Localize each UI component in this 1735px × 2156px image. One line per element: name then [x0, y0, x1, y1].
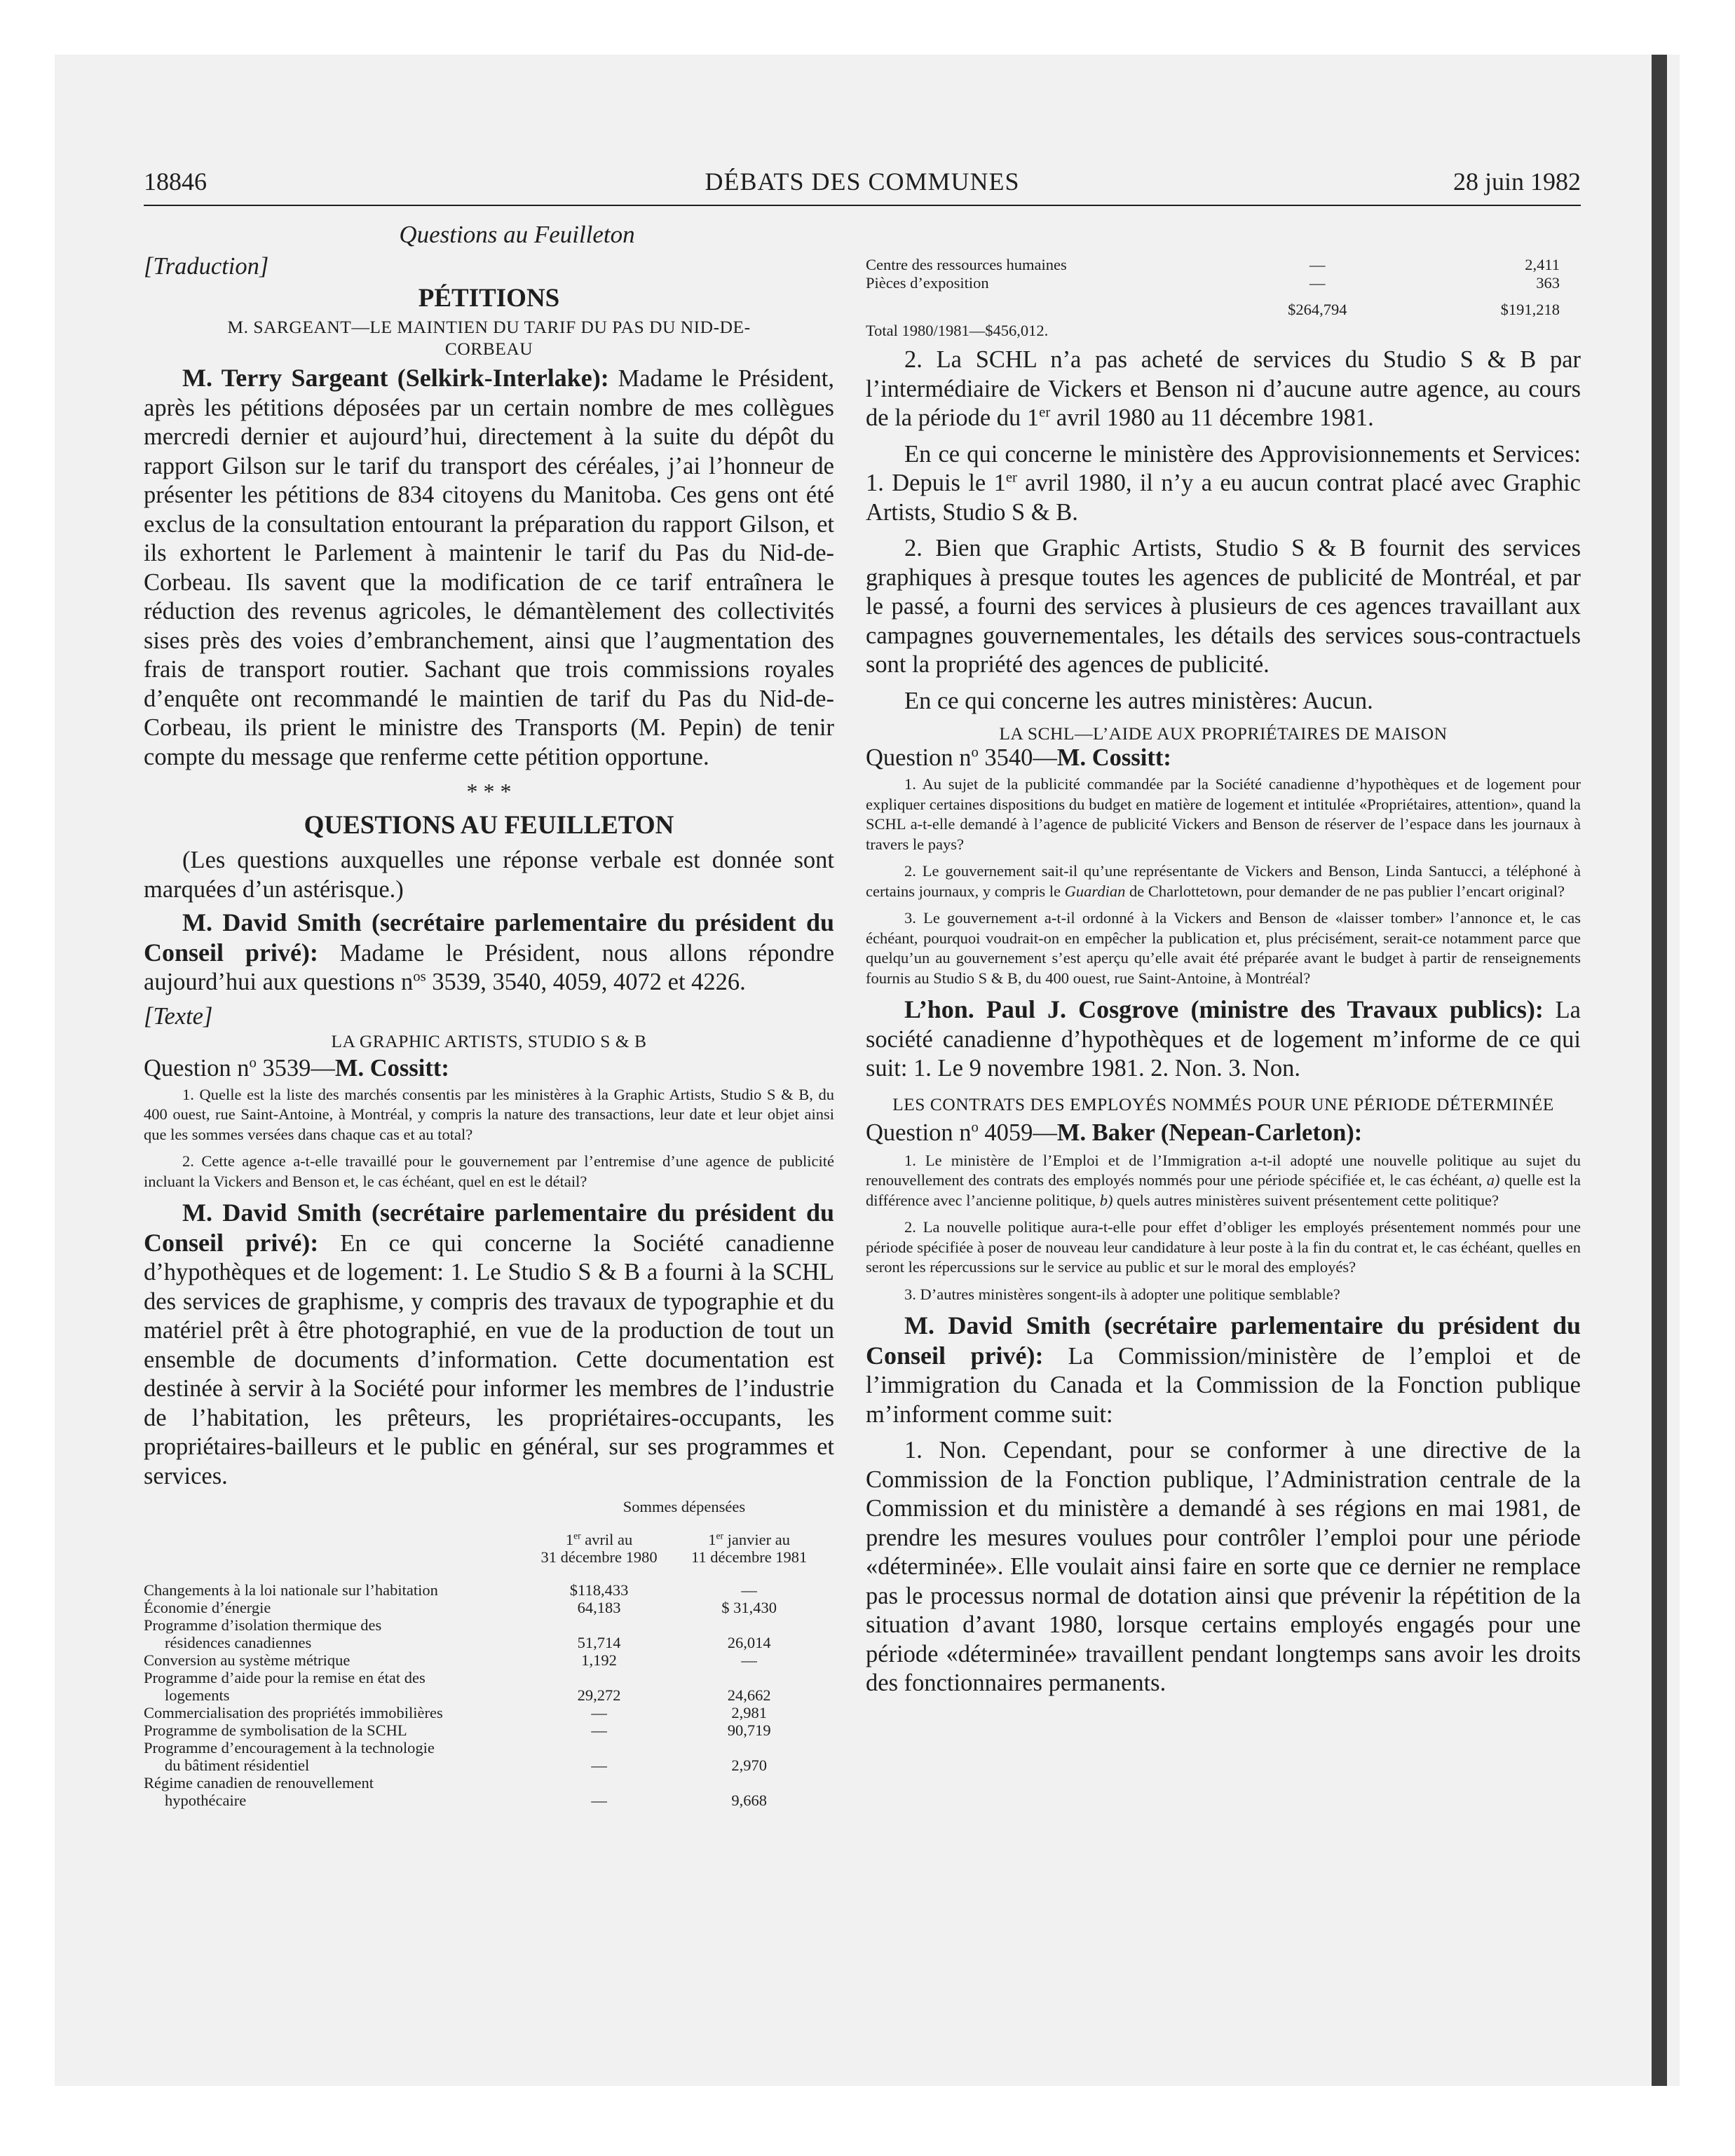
cell-1981: 2,981 [731, 1704, 767, 1721]
table-row [866, 256, 1581, 274]
question-number: 3539— [256, 1054, 335, 1082]
cell-1981 [664, 1739, 834, 1756]
table-header-row [144, 1531, 834, 1581]
table-caption: Sommes dépensées [622, 1498, 746, 1515]
cell-1981: — [741, 1581, 757, 1599]
running-head [144, 167, 1581, 203]
answer-text: La société canadienne d’hypothèques et de logement m’informe de ce qui suit: 1. Le 9 novembre 1981. 2. Non. 3. Non. [866, 997, 1581, 1082]
cell-1981: 2,411 [1525, 256, 1560, 273]
schl-text: avril 1980 au 11 décembre 1981. [1050, 404, 1374, 431]
schl-heading: LA SCHL—L’AIDE AUX PROPRIÉTAIRES DE MAISON [999, 723, 1448, 744]
questions-note: (Les questions auxquelles une réponse verbale est donnée sont marquées d’un astérisque.) [144, 847, 834, 903]
journal-title: DÉBATS DES COMMUNES [705, 168, 1020, 196]
table-total-row [866, 292, 1581, 319]
asterisks-divider: * * * [466, 779, 512, 804]
row-label: Centre des ressources humaines [866, 256, 1067, 273]
question-text: quelle est la différence avec l’ancienne politique, [866, 1171, 1581, 1209]
appro-text: En ce qui concerne le ministère des Approvisionnements et Services: 1. Depuis le 1 [866, 440, 1581, 496]
question-text: de Charlottetown, pour demander de ne pas publier l’encart original? [1125, 882, 1565, 900]
row-label: Économie d’énergie [144, 1599, 271, 1616]
row-label [866, 292, 1246, 319]
question-4059-part1 [866, 1151, 1581, 1211]
column-header-1981 [664, 1531, 834, 1581]
row-label: Programme de symbolisation de la SCHL [144, 1721, 407, 1739]
row-label: Régime canadien de renouvellement [144, 1774, 374, 1792]
spending-table [144, 1498, 834, 1809]
cell-1981 [664, 1616, 834, 1634]
question-3539-line [144, 1055, 834, 1082]
question-4059-part3: 3. D’autres ministères songent-ils à adopter une politique semblable? [904, 1285, 1340, 1303]
newspaper-name: Guardian [1064, 882, 1126, 900]
table-row [144, 1651, 834, 1669]
row-label: Programme d’encouragement à la technologie [144, 1739, 435, 1756]
table-row [144, 1774, 834, 1792]
header-text: avril au [580, 1531, 633, 1548]
cell-1981 [664, 1774, 834, 1792]
table-row [144, 1599, 834, 1616]
texte-note: [Texte] [144, 1002, 213, 1030]
table-caption-row [144, 1498, 834, 1531]
sargeant-paragraph [144, 364, 834, 772]
question-prefix: Question n [866, 744, 972, 771]
cell-1980: $118,433 [569, 1581, 629, 1599]
superscript: o [971, 744, 979, 760]
question-4059-line [866, 1119, 1581, 1147]
superscript: o [971, 1119, 979, 1135]
row-label: Programme d’isolation thermique des [144, 1616, 382, 1634]
cell-1981: 90,719 [727, 1721, 771, 1739]
question-number: 4059— [978, 1119, 1057, 1146]
superscript: er [1039, 404, 1051, 421]
question-text: quels autres ministères suivent présentement cette politique? [1113, 1191, 1499, 1209]
column-header-1980 [534, 1531, 664, 1581]
grand-total: Total 1980/1981—$456,012. [866, 322, 1049, 339]
answer-text: La Commission/ministère de l’emploi et de l’immigration du Canada et la Commission de la Fonction publique m’informent comme suit: [866, 1342, 1581, 1428]
sargeant-text: Madame le Président, après les pétitions déposées par un certain nombre de mes collègues mercredi dernier et aujourd’hui, directement à la suite du dépôt du rapport Gilson sur le tarif du transport des céréales, j’ai l’honneur de présenter les pétitions de 834 citoyens du Manitoba. Ces gens ont été exclus de la consultation entourant la préparation du rapport Gilson, et ils exhortent le Parlement à maintenir le tarif du Pas du Nid-de-Corbeau. Ils savent que la modification de ce tarif entraînera le réduction des revenus agricoles, le démantèlement des collectivités sises près des voies d’embranchement, ainsi que l’augmentation des frais de transport routier. Sachant que trois commissions royales d’enquête ont recommandé le maintien de tarif du Pas du Nid-de-Corbeau, ils prient le ministre des Transports (M. Pepin) de tenir compte du message que renferme cette pétition opportune. [144, 365, 835, 770]
table-row [144, 1739, 834, 1756]
row-label: du bâtiment résidentiel [165, 1756, 310, 1774]
row-label: Conversion au système métrique [144, 1651, 351, 1669]
schl-paragraph [866, 346, 1581, 433]
question-3539-part1: 1. Quelle est la liste des marchés consentis par les ministères à la Graphic Artists, Studio S & B, du 400 ouest, rue Saint-Antoine, à Montréal, y compris la nature des transactions, leur date et leur objet ainsi que les sommes versées dans chaque cas et au total? [144, 1085, 834, 1143]
graphic-heading: LA GRAPHIC ARTISTS, STUDIO S & B [331, 1030, 647, 1051]
list-marker: b) [1099, 1191, 1113, 1209]
cell-1981: $ 31,430 [721, 1599, 777, 1616]
cell-1980: — [591, 1721, 607, 1739]
table-row [144, 1792, 834, 1809]
right-column [866, 221, 1581, 1698]
smith-answer-3539 [144, 1199, 834, 1491]
table-row [144, 1721, 834, 1739]
smith-intro-numbers: 3539, 3540, 4059, 4072 et 4226. [426, 969, 746, 995]
speaker-smith: M. David Smith (secrétaire parlementaire du président du Conseil privé): [144, 908, 834, 967]
petitions-subheading: M. SARGEANT—LE MAINTIEN DU TARIF DU PAS DU NID-DE-CORBEAU [227, 317, 751, 359]
header-text: 11 décembre 1981 [690, 1548, 808, 1566]
superscript: er [1005, 470, 1017, 486]
contracts-heading: LES CONTRATS DES EMPLOYÉS NOMMÉS POUR UNE PÉRIODE DÉTERMINÉE [892, 1093, 1554, 1114]
table-row [144, 1581, 834, 1599]
cell-1980: 29,272 [577, 1686, 621, 1704]
question-number: 3540— [978, 744, 1057, 771]
scan-edge [1652, 55, 1667, 2086]
cell-1981: — [741, 1651, 757, 1669]
row-label: résidences canadiennes [165, 1634, 312, 1651]
table-row [144, 1704, 834, 1721]
question-3540-part2 [866, 861, 1581, 901]
appro-paragraph [866, 440, 1581, 528]
answer-text: En ce qui concerne la Société canadienne d’hypothèques et de logement: 1. Le Studio S & B a fourni à la SCHL des services de graphisme, y compris des travaux de typographie et du matériel prêt à être photographié, en vue de la production de tout un ensemble de documents d’information. Cette documentation est destinée à servir à la Société pour informer les membres de l’industrie de l’habitation, les prêteurs, les propriétaires-occupants, les propriétaires-bailleurs et le public en général, sur ses programmes et services. [144, 1229, 835, 1489]
question-4059-part2: 2. La nouvelle politique aura-t-elle pour effet d’obliger les employés présentement nommés pour une période spécifiée à poser de nouveau leur candidature à leur poste à la fin du contrat et, le cas échéant, quelles en seront les répercussions sur le service au public et sur le moral des employés? [866, 1218, 1581, 1276]
cell-1981: 24,662 [727, 1686, 771, 1704]
header-rule [144, 205, 1581, 206]
left-column [144, 221, 834, 1809]
table-row [144, 1756, 834, 1774]
superscript: os [413, 969, 426, 985]
appro-text: avril 1980, il n’y a eu aucun contrat placé avec Graphic Artists, Studio S & B. [866, 470, 1581, 526]
cell-1980: — [591, 1704, 607, 1721]
header-text: janvier au [723, 1531, 790, 1548]
petitions-heading: PÉTITIONS [418, 284, 560, 313]
question-text: 2. Le gouvernement sait-il qu’une représentante de Vickers and Benson, Linda Santucci, a téléphoné à certains journaux, y compris le [866, 862, 1581, 900]
cell-1980: 1,192 [581, 1651, 617, 1669]
schl-text: 2. La SCHL n’a pas acheté de services du Studio S & B par l’intermédiaire de Vickers et Benson ni d’aucune autre agence, au cours de la période du 1 [866, 346, 1581, 431]
section-title: Questions au Feuilleton [399, 221, 635, 248]
smith-answer-4059 [866, 1311, 1581, 1429]
translation-note: [Traduction] [144, 253, 269, 280]
appro-paragraph-2: 2. Bien que Graphic Artists, Studio S & B fournit des services graphiques à presque toutes les agences de publicité de Montréal, et par le passé, a fourni des services à plusieurs de ces agences travaillant aux campagnes gouvernementales, les détails des services sous-contractuels sont la propriété des agences de publicité. [866, 535, 1581, 678]
table-row [144, 1616, 834, 1634]
question-author: M. Baker (Nepean-Carleton): [1056, 1119, 1363, 1146]
question-prefix: Question n [144, 1054, 250, 1082]
cell-1980: — [591, 1756, 607, 1774]
question-3539-part2: 2. Cette agence a-t-elle travaillé pour le gouvernement par l’entremise d’une agence de publicité incluant la Vickers and Benson et, le cas échéant, quel en est le détail? [144, 1152, 834, 1190]
question-3540-part1: 1. Au sujet de la publicité commandée par la Société canadienne d’hypothèques et de logement pour expliquer certaines dispositions du budget en matière de logement et intitulée «Propriétaires, attention», quand la SCHL a-t-elle demandé à l’agence de publicité Vickers and Benson de réserver de l’espace dans les journaux à travers le pays? [866, 775, 1581, 853]
cell-1981: 2,970 [731, 1756, 767, 1774]
table-row [144, 1686, 834, 1704]
row-label: Programme d’aide pour la remise en état des [144, 1669, 426, 1686]
question-3540-line [866, 744, 1581, 772]
speaker-smith: M. David Smith (secrétaire parlementaire du président du Conseil privé): [866, 1311, 1581, 1370]
table-row [144, 1669, 834, 1686]
cell-1980 [534, 1616, 664, 1634]
question-prefix: Question n [866, 1119, 972, 1146]
total-1981: $191,218 [1500, 301, 1560, 318]
cell-1981: 363 [1536, 274, 1560, 292]
question-text: 1. Le ministère de l’Emploi et de l’Immigration a-t-il adopté une nouvelle politique au sujet du renouvellement des contrats des employés nommés pour une période spécifiée et, le cas échéant, [866, 1151, 1581, 1189]
superscript: o [249, 1055, 257, 1070]
speaker-smith: M. David Smith (secrétaire parlementaire du président du Conseil privé): [144, 1199, 834, 1257]
spending-table-continued [866, 256, 1581, 319]
speaker-sargeant: M. Terry Sargeant (Selkirk-Interlake): [182, 364, 609, 392]
table-row [144, 1634, 834, 1651]
cell-1980: — [591, 1792, 607, 1809]
superscript: er [573, 1530, 581, 1541]
page-number: 18846 [144, 168, 207, 196]
total-1980: $264,794 [1288, 301, 1347, 318]
header-text: 1 [708, 1531, 716, 1548]
cell-1980: — [1309, 256, 1326, 273]
row-label: Pièces d’exposition [866, 274, 989, 292]
smith-answer-4059-part1: 1. Non. Cependant, pour se conformer à une directive de la Commission de la Fonction publique, l’Administration centrale de la Commission et du ministère a demandé à ses régions en mai 1981, de prendre les mesures voulues pour contrôler l’emploi pour une période «déterminée». Elle voulait ainsi faire en sorte que ce dernier ne remplace pas le processus normal de dotation ainsi que prévenir la répétition de la situation d’avant 1980, lorsque certains employés engagés pour une période «déterminée» travaillent pendant longtemps sans avoir les droits des fonctionnaires permanents. [866, 1437, 1581, 1696]
question-author: M. Cossitt: [1056, 744, 1171, 771]
cell-1980: — [1309, 274, 1326, 292]
cell-1980: 64,183 [577, 1599, 621, 1616]
cell-1980 [534, 1774, 664, 1792]
header-text: 1 [565, 1531, 574, 1548]
question-3540-part3: 3. Le gouvernement a-t-il ordonné à la Vickers and Benson de «laisser tomber» l’annonce et, le cas échéant, pourquoi voudrait-on en empêcher la publication et, plus précisément, serait-ce notamment parce que quelqu’un au gouvernement s’est aperçu qu’elle avait été préparée avant le budget à partir de renseignements fournis au Studio S & B, du 400 ouest, rue Saint-Antoine, à Montréal? [866, 909, 1581, 987]
questions-heading: QUESTIONS AU FEUILLETON [304, 811, 674, 840]
superscript: er [716, 1530, 724, 1541]
row-label: hypothécaire [165, 1792, 247, 1809]
row-label: Changements à la loi nationale sur l’habitation [144, 1581, 438, 1599]
cell-1980: 51,714 [577, 1634, 621, 1651]
cell-1980 [534, 1669, 664, 1686]
table-row [866, 274, 1581, 292]
issue-date: 28 juin 1982 [1452, 168, 1581, 196]
other-ministries: En ce qui concerne les autres ministères: Aucun. [904, 687, 1373, 714]
header-text: 31 décembre 1980 [540, 1548, 658, 1566]
row-label: Commercialisation des propriétés immobilières [144, 1704, 443, 1721]
row-label: logements [165, 1686, 230, 1704]
question-author: M. Cossitt: [334, 1054, 449, 1082]
cell-1981: 9,668 [731, 1792, 767, 1809]
cell-1981: 26,014 [727, 1634, 771, 1651]
smith-intro-text: Madame le Président, nous allons répondre aujourd’hui aux questions n [144, 939, 835, 995]
list-marker: a) [1486, 1171, 1500, 1189]
cosgrove-answer [866, 995, 1581, 1084]
cell-1980 [534, 1739, 664, 1756]
smith-answer-intro [144, 908, 834, 997]
speaker-cosgrove: L’hon. Paul J. Cosgrove (ministre des Travaux publics): [904, 995, 1544, 1023]
cell-1981 [664, 1669, 834, 1686]
